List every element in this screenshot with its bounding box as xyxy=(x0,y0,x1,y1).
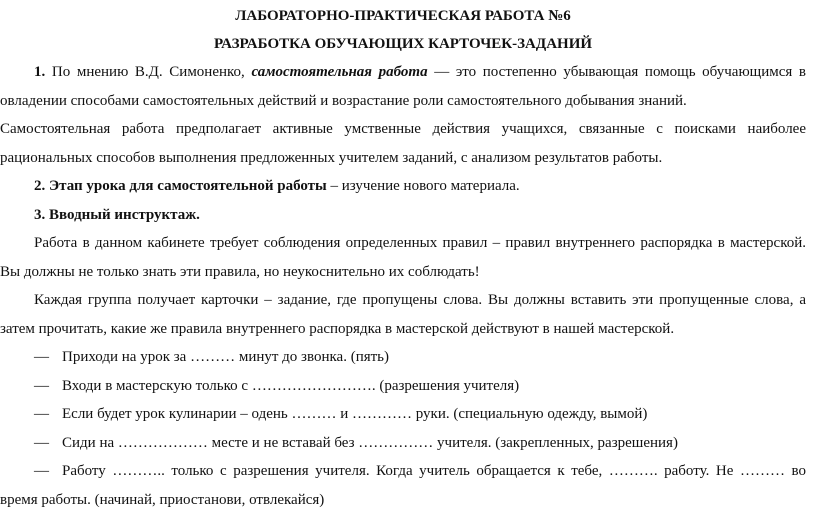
document-title: ЛАБОРАТОРНО-ПРАКТИЧЕСКАЯ РАБОТА №6 xyxy=(0,2,806,30)
stage-heading: 2. Этап урока для самостоятельной работы xyxy=(34,178,327,194)
definition-term: самостоятельная работа xyxy=(251,64,427,80)
paragraph-definition-continued: Самостоятельная работа предполагает активные умственные действия учащихся, связанные с поисками наиболее рациональных способов выполнения предложенных учителем заданий, с анализом результатов работы. xyxy=(0,115,806,172)
rule-text: Входи в мастерскую только с ……………………. (разрешения учителя) xyxy=(62,372,519,401)
rule-text-continued: время работы. (начинай, приостанови, отвлекайся) xyxy=(0,486,806,514)
definition-intro: По мнению В.Д. Симоненко, xyxy=(45,64,251,80)
dash-bullet: — xyxy=(0,343,62,372)
rule-item xyxy=(0,457,806,486)
paragraph-rules-intro: Работа в данном кабинете требует соблюдения определенных правил – правил внутреннего распорядка в мастерской. Вы должны не только знать эти правила, но неукоснительно их соблюдать! xyxy=(0,229,806,286)
paragraph-briefing xyxy=(0,201,806,230)
paragraph-definition xyxy=(0,58,806,115)
rule-item xyxy=(0,343,806,372)
dash-bullet: — xyxy=(0,457,62,486)
rule-text: Работу ……….. только с разрешения учителя. Когда учитель обращается к тебе, ………. работу. Не ……… во xyxy=(62,457,806,486)
definition-text: — это постепенно убывающая помощь обучающимся в овладении способами самостоятельных действий и возрастание роли самостоятельного добывания знаний. xyxy=(0,64,806,109)
rule-item xyxy=(0,372,806,401)
rule-text: Приходи на урок за ……… минут до звонка. (пять) xyxy=(62,343,389,372)
paragraph-stage xyxy=(0,172,806,201)
paragraph-number: 1. xyxy=(34,64,45,80)
dash-bullet: — xyxy=(0,429,62,458)
briefing-heading: 3. Вводный инструктаж. xyxy=(34,207,200,223)
rule-item xyxy=(0,400,806,429)
dash-bullet: — xyxy=(0,400,62,429)
rule-item xyxy=(0,429,806,458)
rule-text: Сиди на ……………… месте и не вставай без …………… учителя. (закрепленных, разрешения) xyxy=(62,429,678,458)
stage-text: – изучение нового материала. xyxy=(327,178,520,194)
rule-text: Если будет урок кулинарии – одень ……… и ………… руки. (специальную одежду, вымой) xyxy=(62,400,647,429)
document-subtitle: РАЗРАБОТКА ОБУЧАЮЩИХ КАРТОЧЕК-ЗАДАНИЙ xyxy=(0,30,806,58)
document-page xyxy=(0,2,816,493)
dash-bullet: — xyxy=(0,372,62,401)
paragraph-cards-intro: Каждая группа получает карточки – задание, где пропущены слова. Вы должны вставить эти пропущенные слова, а затем прочитать, какие же правила внутреннего распорядка в мастерской действуют в нашей мастерской. xyxy=(0,286,806,343)
